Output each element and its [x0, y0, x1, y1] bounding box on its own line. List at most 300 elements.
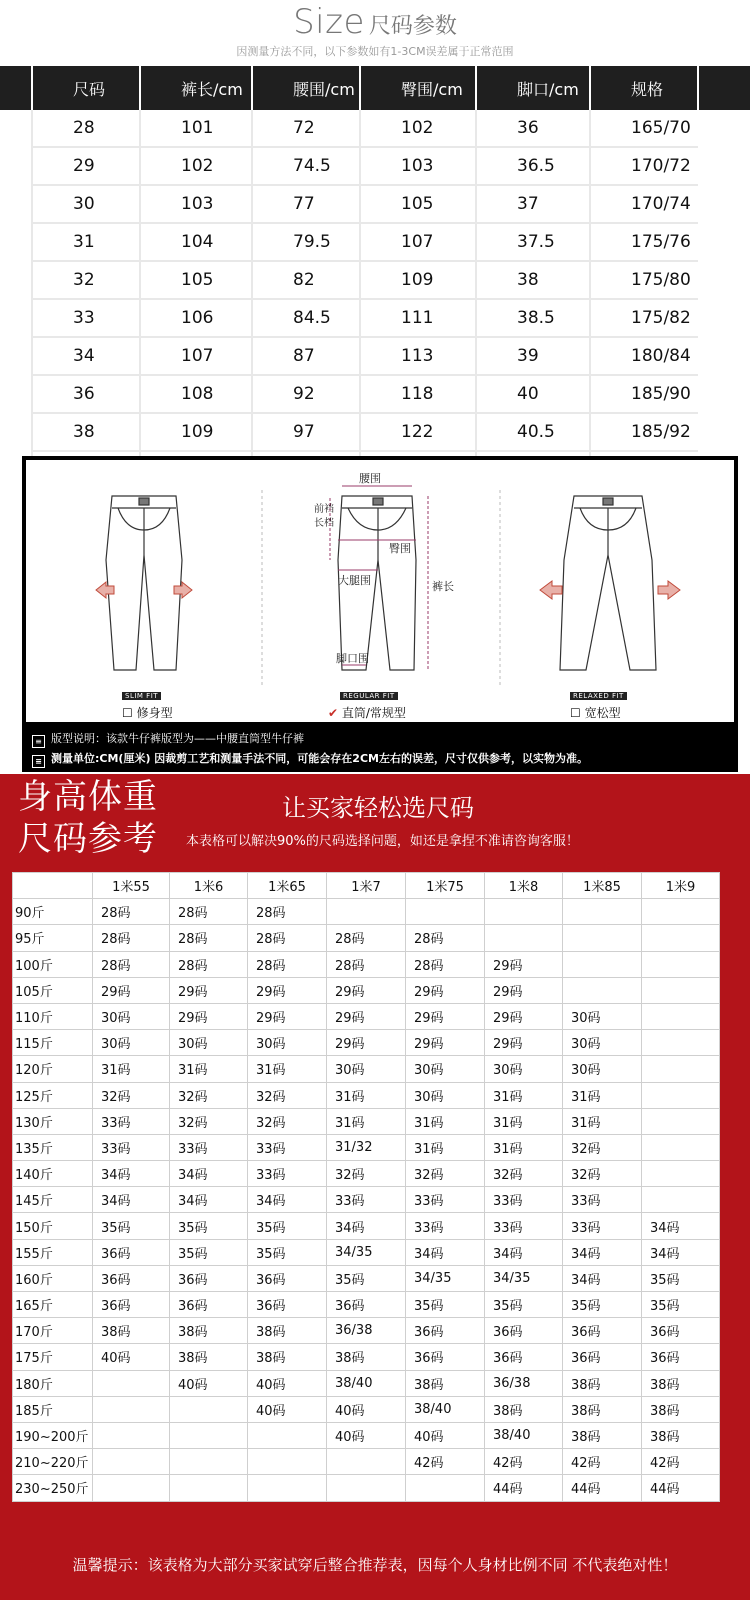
- hw-size-cell: 34码: [642, 1213, 720, 1239]
- row-edge: [698, 413, 750, 451]
- hw-size-cell: 38码: [170, 1318, 248, 1344]
- hw-size-cell: 36码: [642, 1344, 720, 1370]
- diagram-section: [22, 456, 738, 772]
- table-cell: 84.5: [252, 299, 360, 337]
- fit-cn-slim: 修身型: [136, 706, 173, 720]
- hw-weight-label: 90斤: [13, 899, 93, 925]
- hw-size-cell: 36码: [406, 1344, 485, 1370]
- col-header: 尺码: [32, 66, 140, 110]
- hw-height-header: 1米65: [248, 873, 327, 899]
- hw-size-cell: 29码: [248, 977, 327, 1003]
- hw-size-cell: 38码: [563, 1370, 642, 1396]
- hw-row: [13, 1292, 720, 1318]
- table-row: [0, 110, 750, 147]
- hw-size-cell: 34码: [170, 1161, 248, 1187]
- hw-size-cell: 44码: [642, 1475, 720, 1501]
- hw-size-cell: 38/40: [406, 1396, 485, 1422]
- table-cell: 36: [32, 375, 140, 413]
- hw-size-cell: 36码: [563, 1344, 642, 1370]
- hw-size-cell: 30码: [170, 1030, 248, 1056]
- hw-size-cell: 34码: [642, 1239, 720, 1265]
- hw-size-cell: 29码: [485, 977, 563, 1003]
- hw-weight-label: 180斤: [13, 1370, 93, 1396]
- table-cell: 102: [360, 110, 476, 147]
- relaxed-fit-pants-icon: [560, 496, 656, 670]
- row-edge: [0, 375, 32, 413]
- hw-height-header: 1米8: [485, 873, 563, 899]
- hw-size-cell: 34码: [563, 1239, 642, 1265]
- hw-size-cell: 36/38: [327, 1318, 406, 1344]
- row-edge: [698, 110, 750, 147]
- note-text: 版型说明：该款牛仔裤版型为——中腰直筒型牛仔裤: [51, 732, 304, 745]
- hw-size-cell: 38码: [406, 1370, 485, 1396]
- hw-size-cell: 35码: [170, 1239, 248, 1265]
- note-style: [32, 730, 304, 748]
- row-edge: [698, 299, 750, 337]
- hw-weight-label: 190~200斤: [13, 1422, 93, 1448]
- hw-subtitle: 本表格可以解决90%的尺码选择问题，如还是拿捏不准请咨询客服！: [186, 834, 579, 849]
- table-cell: 105: [360, 185, 476, 223]
- table-cell: 103: [360, 147, 476, 185]
- table-cell: 107: [360, 223, 476, 261]
- table-cell: 38: [476, 261, 590, 299]
- hw-size-cell: [170, 1422, 248, 1448]
- hw-size-cell: 38/40: [327, 1370, 406, 1396]
- hw-size-cell: 38码: [642, 1396, 720, 1422]
- hw-size-cell: 28码: [93, 925, 170, 951]
- table-cell: 28: [32, 110, 140, 147]
- row-edge: [0, 337, 32, 375]
- hw-weight-label: 95斤: [13, 925, 93, 951]
- hw-size-cell: [563, 977, 642, 1003]
- hw-size-cell: 28码: [248, 925, 327, 951]
- hw-row: [13, 977, 720, 1003]
- hw-size-cell: [248, 1475, 327, 1501]
- hw-size-cell: 40码: [248, 1396, 327, 1422]
- hw-weight-label: 100斤: [13, 951, 93, 977]
- row-edge: [0, 299, 32, 337]
- hw-size-cell: [642, 1187, 720, 1213]
- hw-weight-label: 125斤: [13, 1082, 93, 1108]
- row-edge: [0, 110, 32, 147]
- hw-size-cell: [170, 1449, 248, 1475]
- table-cell: 79.5: [252, 223, 360, 261]
- hw-size-cell: [170, 1475, 248, 1501]
- hw-row: [13, 1030, 720, 1056]
- label-length: 裤长: [432, 580, 454, 593]
- hw-size-cell: [248, 1422, 327, 1448]
- hw-size-cell: 33码: [170, 1134, 248, 1160]
- hw-size-cell: 28码: [170, 951, 248, 977]
- hw-size-cell: 42码: [406, 1449, 485, 1475]
- row-edge: [698, 185, 750, 223]
- hw-size-cell: 32码: [248, 1108, 327, 1134]
- hw-row: [13, 1056, 720, 1082]
- hw-size-cell: 34码: [93, 1161, 170, 1187]
- hw-size-cell: 36码: [93, 1292, 170, 1318]
- hw-size-cell: [563, 899, 642, 925]
- hw-weight-label: 110斤: [13, 1003, 93, 1029]
- hw-size-cell: 31码: [406, 1134, 485, 1160]
- hw-size-cell: 34/35: [485, 1265, 563, 1291]
- hw-size-cell: 35码: [248, 1239, 327, 1265]
- hw-row: [13, 1344, 720, 1370]
- fit-option-regular: [328, 704, 406, 721]
- hw-size-cell: 44码: [563, 1475, 642, 1501]
- hw-size-cell: 29码: [93, 977, 170, 1003]
- hw-size-cell: 30码: [406, 1056, 485, 1082]
- hw-size-cell: 36码: [642, 1318, 720, 1344]
- hw-size-cell: 36码: [327, 1292, 406, 1318]
- hw-size-cell: 30码: [327, 1056, 406, 1082]
- hw-size-cell: 35码: [642, 1265, 720, 1291]
- fit-option-slim: [122, 704, 173, 721]
- table-row: [0, 375, 750, 413]
- hw-size-cell: 34码: [327, 1213, 406, 1239]
- table-cell: 87: [252, 337, 360, 375]
- hw-row: [13, 1449, 720, 1475]
- hw-size-cell: 36码: [248, 1265, 327, 1291]
- hw-size-cell: 30码: [93, 1003, 170, 1029]
- size-section: [0, 0, 750, 460]
- hw-size-cell: 35码: [170, 1213, 248, 1239]
- hw-size-cell: 33码: [93, 1108, 170, 1134]
- row-edge: [0, 261, 32, 299]
- hw-size-cell: 38码: [248, 1344, 327, 1370]
- hw-row: [13, 951, 720, 977]
- hw-size-cell: 40码: [248, 1370, 327, 1396]
- table-row: [0, 223, 750, 261]
- pants-diagram: [26, 460, 734, 722]
- hw-size-cell: 29码: [170, 1003, 248, 1029]
- hw-size-cell: 35码: [93, 1213, 170, 1239]
- hw-size-cell: 28码: [93, 951, 170, 977]
- hw-size-cell: 31码: [485, 1082, 563, 1108]
- hw-size-cell: 32码: [485, 1161, 563, 1187]
- hw-size-cell: 29码: [406, 1030, 485, 1056]
- hw-size-cell: 36码: [93, 1265, 170, 1291]
- hw-size-cell: 29码: [327, 1003, 406, 1029]
- table-cell: 33: [32, 299, 140, 337]
- hw-size-cell: 30码: [406, 1082, 485, 1108]
- hw-row: [13, 1370, 720, 1396]
- hw-size-cell: 30码: [485, 1056, 563, 1082]
- row-edge: [0, 413, 32, 451]
- hw-size-cell: 29码: [170, 977, 248, 1003]
- hw-size-cell: [248, 1449, 327, 1475]
- hw-size-cell: [93, 1422, 170, 1448]
- hw-height-header: 1米6: [170, 873, 248, 899]
- hw-size-cell: 28码: [93, 899, 170, 925]
- table-cell: 74.5: [252, 147, 360, 185]
- label-waist: 腰围: [359, 472, 381, 485]
- hw-size-cell: 36码: [170, 1292, 248, 1318]
- table-cell: 113: [360, 337, 476, 375]
- hw-footer: 温馨提示：该表格为大部分买家试穿后整合推荐表，因每个人身材比例不同 不代表绝对性！: [72, 1556, 678, 1574]
- table-cell: 29: [32, 147, 140, 185]
- hw-size-cell: 30码: [563, 1003, 642, 1029]
- hw-size-cell: 32码: [327, 1161, 406, 1187]
- hw-weight-label: 150斤: [13, 1213, 93, 1239]
- hw-size-cell: 30码: [248, 1030, 327, 1056]
- hw-size-cell: 36码: [563, 1318, 642, 1344]
- hw-row: [13, 899, 720, 925]
- hw-row: [13, 1213, 720, 1239]
- hw-size-cell: [327, 899, 406, 925]
- hw-size-cell: 36码: [248, 1292, 327, 1318]
- hw-size-cell: 31/32: [327, 1134, 406, 1160]
- hw-size-cell: 31码: [327, 1108, 406, 1134]
- hw-size-cell: 38码: [563, 1422, 642, 1448]
- hw-size-cell: 38码: [642, 1370, 720, 1396]
- label-rise: 前裆: [314, 504, 334, 515]
- hw-size-cell: 34/35: [406, 1265, 485, 1291]
- hw-size-cell: 38码: [485, 1396, 563, 1422]
- note-icon: ≡: [32, 735, 45, 748]
- hw-size-cell: 40码: [93, 1344, 170, 1370]
- hw-size-cell: [642, 1030, 720, 1056]
- hw-size-cell: 40码: [170, 1370, 248, 1396]
- table-row: [0, 147, 750, 185]
- table-cell: 122: [360, 413, 476, 451]
- hw-size-cell: [563, 925, 642, 951]
- hw-size-cell: 38/40: [485, 1422, 563, 1448]
- section-subtitle: 因测量方法不同，以下参数如有1-3CM误差属于正常范围: [236, 45, 514, 58]
- hw-size-cell: [327, 1475, 406, 1501]
- fit-en-regular: REGULAR FIT: [340, 692, 398, 700]
- hw-size-cell: 32码: [248, 1082, 327, 1108]
- table-cell: 118: [360, 375, 476, 413]
- hw-height-header: 1米75: [406, 873, 485, 899]
- fit-en-slim: SLIM FIT: [122, 692, 161, 700]
- hw-size-cell: 29码: [406, 977, 485, 1003]
- hw-weight-label: 170斤: [13, 1318, 93, 1344]
- hw-size-cell: 40码: [406, 1422, 485, 1448]
- hw-height-header: 1米55: [93, 873, 170, 899]
- hw-size-cell: 36码: [93, 1239, 170, 1265]
- hw-size-cell: 33码: [406, 1213, 485, 1239]
- table-row: [0, 299, 750, 337]
- fit-cn-relaxed: 宽松型: [584, 706, 621, 720]
- hw-size-cell: [642, 1108, 720, 1134]
- table-cell: 31: [32, 223, 140, 261]
- table-cell: 106: [140, 299, 252, 337]
- hw-weight-label: 140斤: [13, 1161, 93, 1187]
- hw-height-header: 1米7: [327, 873, 406, 899]
- hw-size-cell: 38码: [563, 1396, 642, 1422]
- section-title: [0, 2, 750, 46]
- row-edge: [698, 375, 750, 413]
- hw-size-cell: 28码: [327, 925, 406, 951]
- hw-size-cell: 35码: [485, 1292, 563, 1318]
- table-cell: 72: [252, 110, 360, 147]
- hw-size-cell: 34码: [93, 1187, 170, 1213]
- hw-height-header: 1米9: [642, 873, 720, 899]
- hw-row: [13, 1108, 720, 1134]
- table-cell: 82: [252, 261, 360, 299]
- hw-size-cell: [93, 1396, 170, 1422]
- hw-size-cell: 42码: [563, 1449, 642, 1475]
- table-cell: 92: [252, 375, 360, 413]
- hw-row: [13, 1239, 720, 1265]
- table-cell: 36.5: [476, 147, 590, 185]
- hw-size-cell: 35码: [327, 1265, 406, 1291]
- hw-weight-label: 105斤: [13, 977, 93, 1003]
- hw-row: [13, 1265, 720, 1291]
- hw-size-cell: [642, 1056, 720, 1082]
- hw-size-cell: 31码: [485, 1134, 563, 1160]
- relaxed-arrow-left-icon: [540, 581, 562, 599]
- hw-size-cell: [406, 899, 485, 925]
- hw-size-cell: 38码: [248, 1318, 327, 1344]
- hw-size-cell: 33码: [485, 1213, 563, 1239]
- hw-size-cell: 32码: [170, 1108, 248, 1134]
- hw-height-header: 1米85: [563, 873, 642, 899]
- hw-size-cell: [642, 977, 720, 1003]
- table-cell: 30: [32, 185, 140, 223]
- hw-size-cell: 28码: [248, 899, 327, 925]
- table-cell: 77: [252, 185, 360, 223]
- table-cell: 101: [140, 110, 252, 147]
- hw-size-cell: 28码: [406, 925, 485, 951]
- hw-size-cell: 42码: [642, 1449, 720, 1475]
- hw-weight-label: 210~220斤: [13, 1449, 93, 1475]
- hw-size-cell: 31码: [170, 1056, 248, 1082]
- table-cell: 38.5: [476, 299, 590, 337]
- table-row: [0, 413, 750, 451]
- note-unit: [32, 750, 588, 768]
- hw-size-cell: [563, 951, 642, 977]
- hw-size-cell: 33码: [248, 1134, 327, 1160]
- row-edge: [0, 185, 32, 223]
- hw-size-cell: 33码: [327, 1187, 406, 1213]
- hw-size-cell: 32码: [170, 1082, 248, 1108]
- table-cell: 38: [32, 413, 140, 451]
- row-edge: [698, 147, 750, 185]
- hw-size-cell: 33码: [248, 1161, 327, 1187]
- hw-size-cell: 38码: [642, 1422, 720, 1448]
- checkbox-icon: ☐: [570, 706, 581, 720]
- hw-size-cell: 35码: [563, 1292, 642, 1318]
- hw-size-cell: 38码: [327, 1344, 406, 1370]
- table-cell: 40.5: [476, 413, 590, 451]
- header-edge: [0, 66, 32, 110]
- hw-row: [13, 1422, 720, 1448]
- hw-size-cell: 34码: [248, 1187, 327, 1213]
- hw-size-cell: 33码: [563, 1187, 642, 1213]
- hw-weight-label: 175斤: [13, 1344, 93, 1370]
- col-header: 臀围/cm: [360, 66, 476, 110]
- hw-size-cell: [642, 1134, 720, 1160]
- hw-row: [13, 1187, 720, 1213]
- hw-size-cell: 28码: [406, 951, 485, 977]
- col-header: 脚口/cm: [476, 66, 590, 110]
- hw-size-cell: [642, 1003, 720, 1029]
- table-cell: 185/92: [590, 413, 698, 451]
- hw-size-cell: 32码: [93, 1082, 170, 1108]
- hw-size-cell: 29码: [406, 1003, 485, 1029]
- table-cell: 109: [140, 413, 252, 451]
- hw-size-cell: 31码: [563, 1108, 642, 1134]
- hw-size-cell: 38码: [170, 1344, 248, 1370]
- hw-header-row: [13, 873, 720, 899]
- table-cell: 109: [360, 261, 476, 299]
- hw-size-cell: 35码: [642, 1292, 720, 1318]
- hw-size-cell: [642, 899, 720, 925]
- table-cell: 175/76: [590, 223, 698, 261]
- hw-size-cell: 31码: [93, 1056, 170, 1082]
- hw-size-cell: 32码: [406, 1161, 485, 1187]
- label-rise2: 长档: [314, 518, 334, 529]
- height-weight-section: [0, 774, 750, 1600]
- table-cell: 175/80: [590, 261, 698, 299]
- hw-size-cell: 34码: [406, 1239, 485, 1265]
- table-cell: 104: [140, 223, 252, 261]
- table-cell: 111: [360, 299, 476, 337]
- title-cn: 尺码参数: [368, 14, 457, 39]
- hw-size-cell: 29码: [485, 1030, 563, 1056]
- hw-size-cell: 29码: [327, 977, 406, 1003]
- hw-row: [13, 1003, 720, 1029]
- table-cell: 165/70: [590, 110, 698, 147]
- hw-row: [13, 1161, 720, 1187]
- hw-size-cell: 30码: [563, 1056, 642, 1082]
- fit-en-relaxed: RELAXED FIT: [570, 692, 627, 700]
- hw-weight-label: 135斤: [13, 1134, 93, 1160]
- table-cell: 103: [140, 185, 252, 223]
- table-cell: 105: [140, 261, 252, 299]
- hw-size-cell: [93, 1370, 170, 1396]
- hw-weight-label: 130斤: [13, 1108, 93, 1134]
- hw-size-cell: [642, 951, 720, 977]
- hw-size-cell: 31码: [563, 1082, 642, 1108]
- hw-size-cell: 29码: [485, 1003, 563, 1029]
- hw-size-cell: 33码: [406, 1187, 485, 1213]
- row-edge: [698, 261, 750, 299]
- table-cell: 102: [140, 147, 252, 185]
- row-edge: [0, 147, 32, 185]
- hw-size-cell: 34/35: [327, 1239, 406, 1265]
- hw-weight-label: 165斤: [13, 1292, 93, 1318]
- hw-size-cell: 31码: [327, 1082, 406, 1108]
- checkmark-icon: ✔: [328, 706, 339, 720]
- hw-weight-label: 115斤: [13, 1030, 93, 1056]
- hw-size-cell: 31码: [485, 1108, 563, 1134]
- size-table-header: [0, 66, 750, 110]
- hw-title: [18, 776, 158, 860]
- row-edge: [698, 223, 750, 261]
- hw-size-cell: 40码: [327, 1396, 406, 1422]
- table-row: [0, 261, 750, 299]
- table-cell: 37.5: [476, 223, 590, 261]
- table-cell: 39: [476, 337, 590, 375]
- hw-size-cell: [93, 1449, 170, 1475]
- col-header: 腰围/cm: [252, 66, 360, 110]
- table-cell: 40: [476, 375, 590, 413]
- table-row: [0, 337, 750, 375]
- hw-size-cell: [170, 1396, 248, 1422]
- table-cell: 108: [140, 375, 252, 413]
- row-edge: [0, 223, 32, 261]
- checkbox-icon: ☐: [122, 706, 133, 720]
- hw-size-cell: [642, 1161, 720, 1187]
- fit-cn-regular: 直筒/常规型: [341, 706, 406, 720]
- row-edge: [698, 337, 750, 375]
- hw-size-cell: 29码: [248, 1003, 327, 1029]
- hw-size-cell: 36/38: [485, 1370, 563, 1396]
- table-cell: 180/84: [590, 337, 698, 375]
- hw-size-cell: [642, 925, 720, 951]
